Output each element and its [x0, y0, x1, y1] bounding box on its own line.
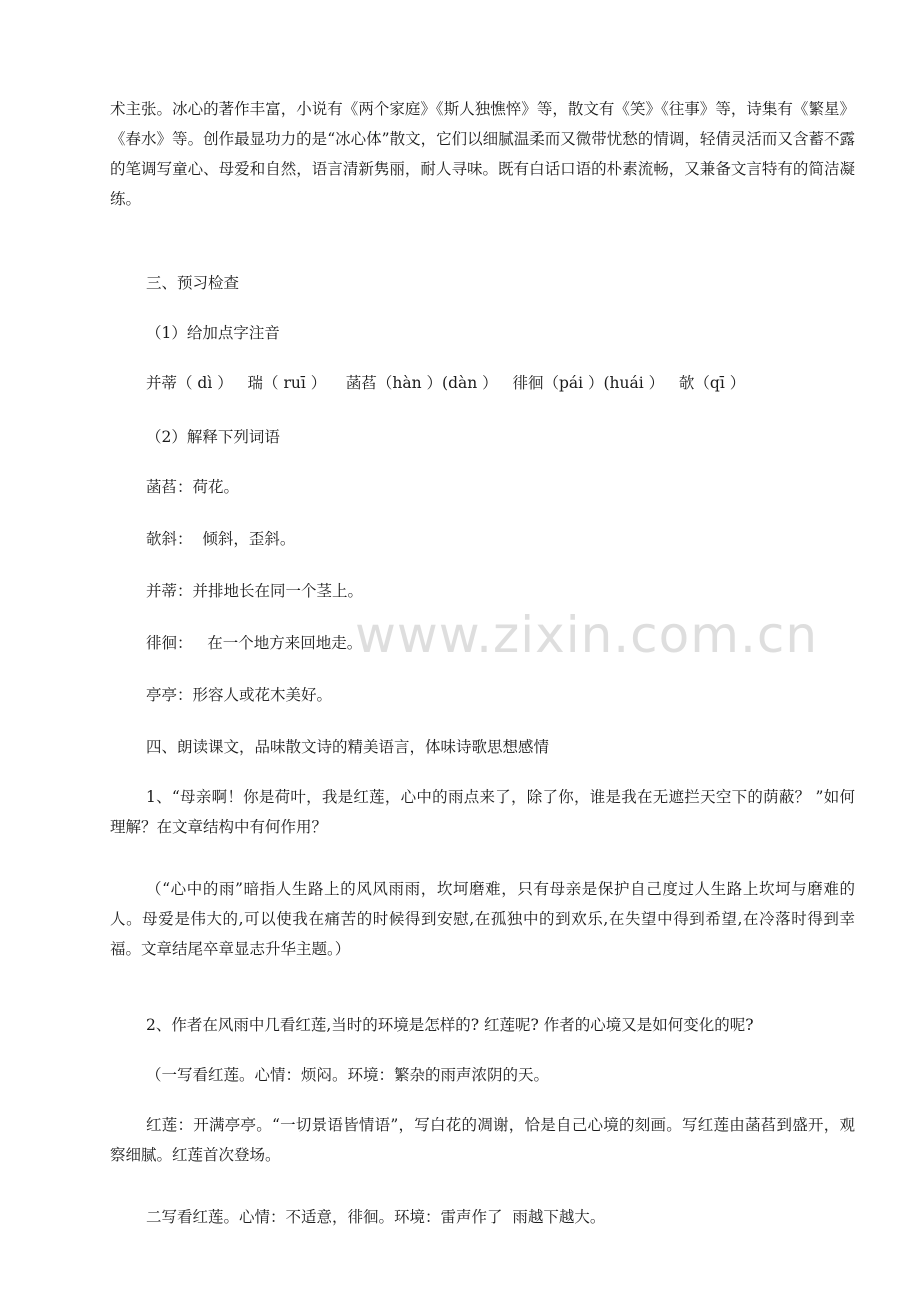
answer-2-part-1: （一写看红莲。心情：烦闷。环境：繁杂的雨声浓阴的天。	[146, 1066, 550, 1084]
definition-paihuai: 徘徊： 在一个地方来回地走。	[146, 634, 363, 652]
definition-tingting: 亭亭：形容人或花木美好。	[146, 686, 333, 704]
section-heading-4: 四、朗读课文，品味散文诗的精美语言，体味诗歌思想感情	[146, 738, 550, 756]
answer-1: （“心中的雨”暗指人生路上的风风雨雨，坎坷磨难，只有母亲是保护自己度过人生路上坎坷与磨难的人。母爱是伟大的,可以使我在痛苦的时候得到安慰,在孤独中的到欢乐,在失望中得到希望,在冷落时得到幸福。文章结尾卒章显志升华主题。）	[110, 880, 855, 958]
question-2: 2、作者在风雨中几看红莲,当时的环境是怎样的? 红莲呢? 作者的心境又是如何变化的呢?	[146, 1016, 754, 1034]
definition-bingdi: 并蒂：并排地长在同一个茎上。	[146, 582, 364, 600]
definition-qixie: 欹斜： 倾斜，歪斜。	[146, 530, 296, 548]
subheading-pinyin: （1）给加点字注音	[146, 324, 280, 342]
intro-paragraph: 术主张。冰心的著作丰富，小说有《两个家庭》《斯人独憔悴》等，散文有《笑》《往事》等，诗集有《繁星》《春水》等。创作最显功力的是“冰心体”散文，它们以细腻温柔而又微带忧愁的情调，轻倩灵活而又含蓄不露的笔调写童心、母爱和自然，语言清新隽丽，耐人寻味。既有白话口语的朴素流畅，又兼备文言特有的简洁凝练。	[110, 100, 855, 208]
watermark: www.zixin.com.cn	[355, 606, 819, 664]
section-heading-3: 三、预习检查	[146, 274, 240, 292]
definition-handan: 菡萏：荷花。	[146, 478, 240, 496]
subheading-definitions: （2）解释下列词语	[146, 428, 280, 446]
question-1: 1、“母亲啊！你是荷叶，我是红莲，心中的雨点来了，除了你，谁是我在无遮拦天空下的荫蔽？ ”如何理解？在文章结构中有何作用？	[110, 788, 855, 836]
answer-2-part-3: 二写看红莲。心情：不适意，徘徊。环境：雷声作了 雨越下越大。	[146, 1208, 606, 1226]
answer-2-part-2: 红莲：开满亭亭。“一切景语皆情语”，写白花的凋谢，恰是自己心境的刻画。写红莲由菡萏到盛开，观察细腻。红莲首次登场。	[110, 1116, 855, 1164]
pinyin-line: 并蒂（ dì ） 瑞（ ruī ） 菡萏（hàn ）(dàn ） 徘徊（pái ）(huái ） 欹（qī ）	[146, 374, 746, 392]
